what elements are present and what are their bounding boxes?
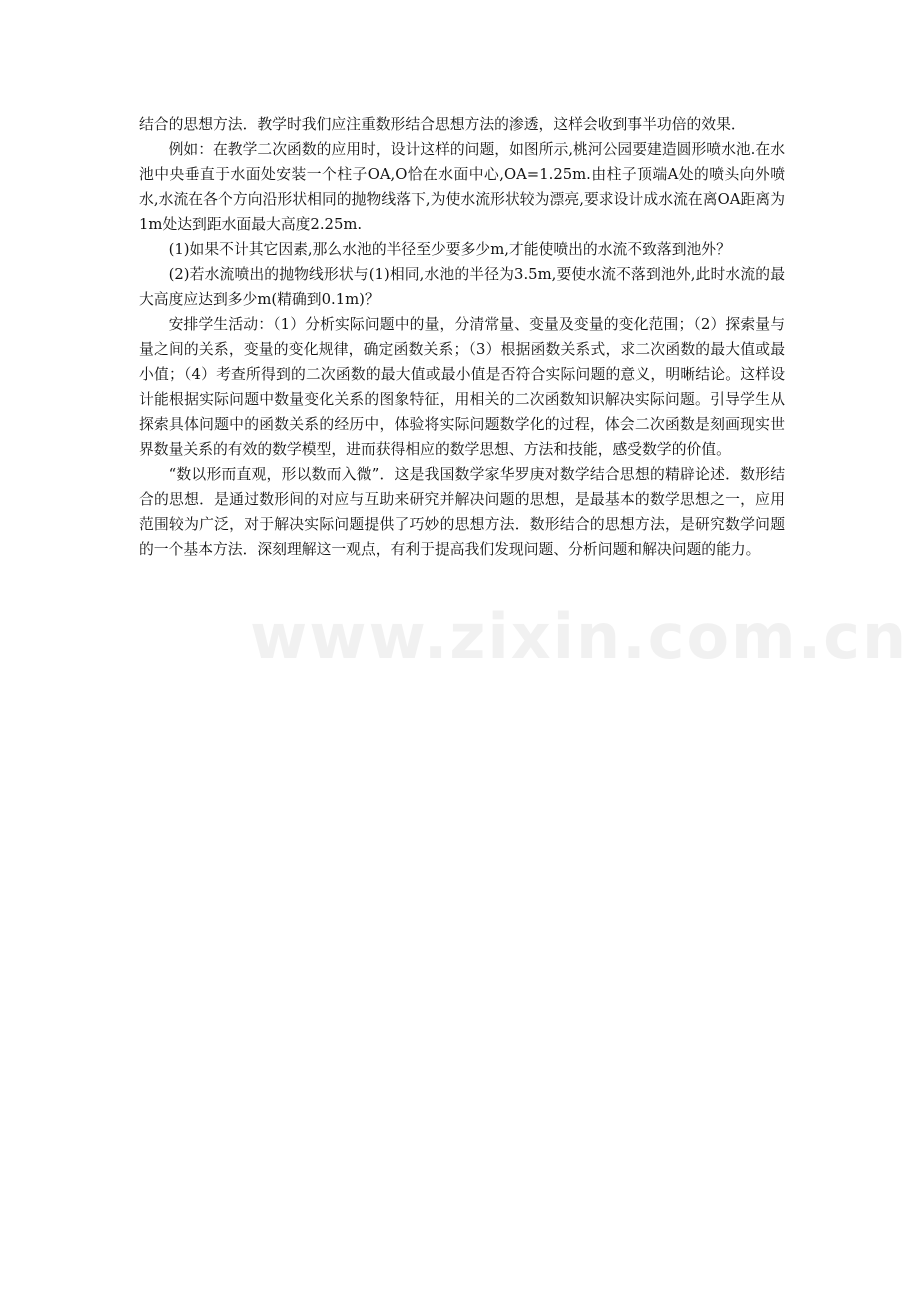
paragraph-continuation: 结合的思想方法．教学时我们应注重数形结合思想方法的渗透，这样会收到事半功倍的效果． (139, 116, 746, 133)
paragraph-question-2: (2)若水流喷出的抛物线形状与(1)相同,水池的半径为3.5m,要使水流不落到池外,此时水流的最大高度应达到多少m(精确到0.1m)？ (139, 266, 785, 308)
document-body (139, 112, 785, 562)
paragraph-example: 例如：在教学二次函数的应用时，设计这样的问题，如图所示,桃河公园要建造圆形喷水池.在水池中央垂直于水面处安装一个柱子OA,O恰在水面中心,OA=1.25m.由柱子顶端A处的喷头向外喷水,水流在各个方向沿形状相同的抛物线落下,为使水流形状较为漂亮,要求设计成水流在离OA距离为1m处达到距水面最大高度2.25m. (139, 141, 785, 233)
paragraph-student-activities: 安排学生活动：（1）分析实际问题中的量，分清常量、变量及变量的变化范围；（2）探索量与量之间的关系，变量的变化规律，确定函数关系；（3）根据函数关系式，求二次函数的最大值或最小值；（4）考查所得到的二次函数的最大值或最小值是否符合实际问题的意义，明晰结论。这样设计能根据实际问题中数量变化关系的图象特征，用相关的二次函数知识解决实际问题。引导学生从探索具体问题中的函数关系的经历中，体验将实际问题数学化的过程，体会二次函数是刻画现实世界数量关系的有效的数学模型，进而获得相应的数学思想、方法和技能，感受数学的价值。 (139, 316, 785, 458)
paragraph-question-1: (1)如果不计其它因素,那么水池的半径至少要多少m,才能使喷出的水流不致落到池外？ (168, 241, 731, 258)
paragraph-conclusion: “数以形而直观，形以数而入微”．这是我国数学家华罗庚对数学结合思想的精辟论述．数形结合的思想．是通过数形间的对应与互助来研究并解决问题的思想，是最基本的数学思想之一，应用范围较为广泛，对于解决实际问题提供了巧妙的思想方法．数形结合的思想方法，是研究数学问题的一个基本方法．深刻理解这一观点，有利于提高我们发现问题、分析问题和解决问题的能力。 (139, 466, 785, 558)
watermark: www.zixin.com.cn (250, 600, 909, 673)
